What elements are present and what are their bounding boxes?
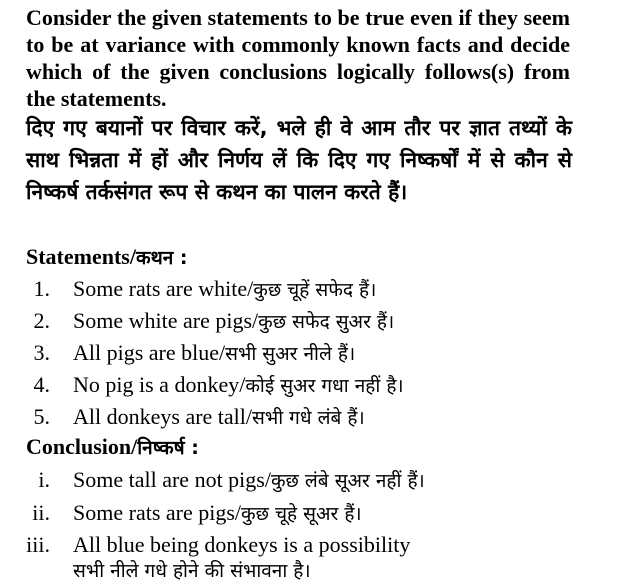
statements-heading-en: Statements/ xyxy=(26,244,136,269)
conclusions-heading-en: Conclusion/ xyxy=(26,434,138,459)
statement-number: 2. xyxy=(33,308,50,333)
statement-text: Some rats are white/कुछ चूहें सफेद हैं। xyxy=(73,276,377,301)
conclusion-number: iii. xyxy=(26,532,50,557)
conclusion-text: All blue being donkeys is a possibility xyxy=(73,532,411,557)
statement-number: 4. xyxy=(33,372,50,397)
statements-heading-hi: कथन : xyxy=(135,247,188,269)
statements-heading xyxy=(26,244,187,271)
statement-text: Some white are pigs/कुछ सफेद सुअर हैं। xyxy=(73,308,395,333)
instructions-english: Consider the given statements to be true even if they seem to be at variance with commonly known facts and decide which of the given conclusions logically follows(s) from the statements. xyxy=(26,5,570,111)
statement-number: 1. xyxy=(33,276,50,301)
statement-text: No pig is a donkey/कोई सुअर गधा नहीं है। xyxy=(73,372,404,397)
statement-number: 5. xyxy=(33,404,50,429)
conclusion-text: Some tall are not pigs/कुछ लंबे सूअर नहीं हैं। xyxy=(73,467,425,492)
statement-text: All donkeys are tall/सभी गधे लंबे हैं। xyxy=(73,404,365,429)
conclusion-number: i. xyxy=(38,467,50,492)
conclusion-text: Some rats are pigs/कुछ चूहे सूअर हैं। xyxy=(73,500,362,525)
statement-text: All pigs are blue/सभी सुअर नीले हैं। xyxy=(73,340,356,365)
conclusion-number: ii. xyxy=(32,500,50,525)
conclusion-text-hindi: सभी नीले गधे होने की संभावना है। xyxy=(73,560,311,582)
instructions-hindi: दिए गए बयानों पर विचार करें, भले ही वे आम तौर पर ज्ञात तथ्यों के साथ भिन्नता में हों और निर्णय लें कि दिए गए निष्कर्षों में से कौन से निष्कर्ष तर्कसंगत रूप से कथन का पालन करते हैं। xyxy=(26,116,572,204)
statement-number: 3. xyxy=(33,340,50,365)
conclusions-heading-hi: निष्कर्ष : xyxy=(137,437,199,459)
conclusions-heading xyxy=(26,434,199,461)
